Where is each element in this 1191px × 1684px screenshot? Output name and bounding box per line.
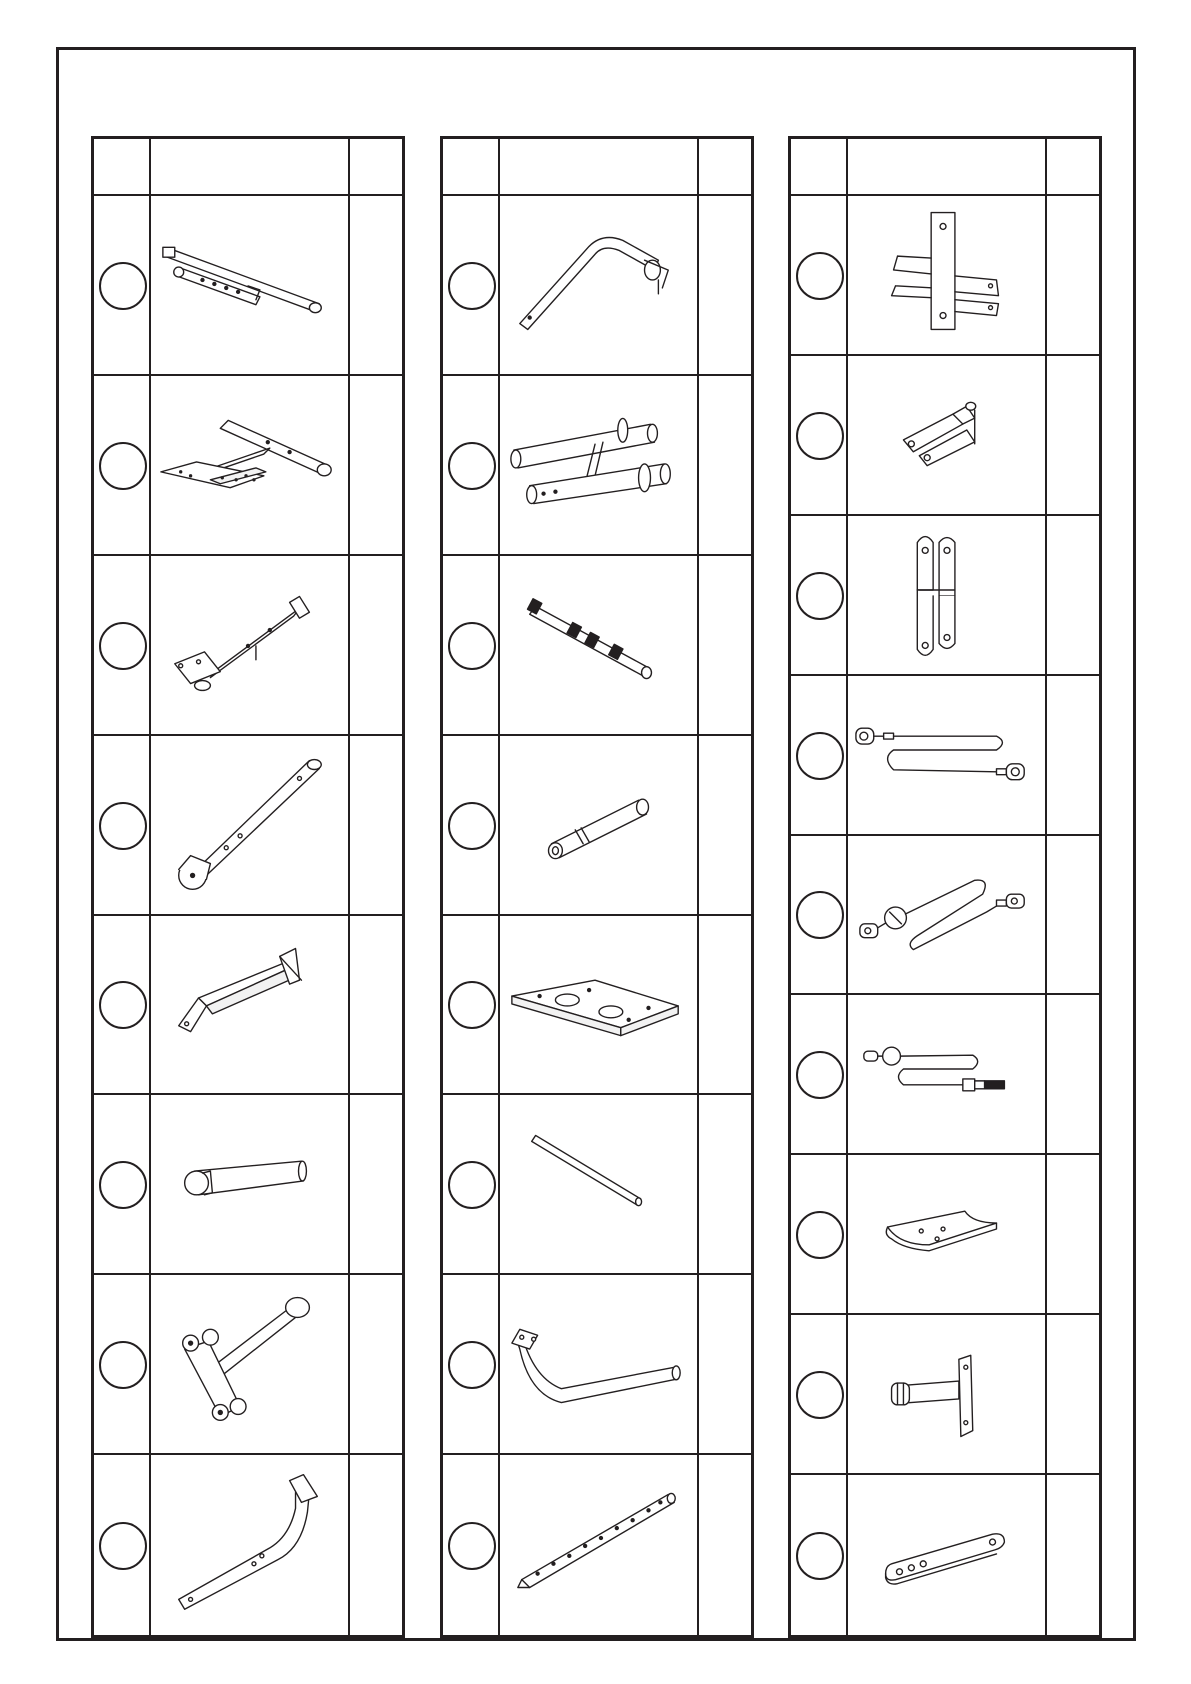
part-number xyxy=(791,995,848,1155)
header-part xyxy=(848,139,1047,196)
part-quantity xyxy=(1047,196,1099,356)
part-image xyxy=(500,556,699,736)
part-image xyxy=(151,916,350,1096)
part-image xyxy=(500,916,699,1096)
cross-bracket-tube-icon xyxy=(151,1275,348,1453)
part-quantity xyxy=(1047,1315,1099,1475)
curved-upright-tube-icon xyxy=(151,1455,348,1635)
part-number xyxy=(443,376,500,556)
part-quantity xyxy=(699,556,751,736)
part-number-circle xyxy=(796,1371,844,1419)
part-number-circle xyxy=(796,1051,844,1099)
part-image xyxy=(848,995,1047,1155)
part-number-circle xyxy=(448,1161,496,1209)
part-number xyxy=(94,376,151,556)
part-number-circle xyxy=(796,1211,844,1259)
part-quantity xyxy=(1047,356,1099,516)
part-quantity xyxy=(350,196,402,376)
part-number-circle xyxy=(796,412,844,460)
part-number xyxy=(94,736,151,916)
part-image xyxy=(500,196,699,376)
part-quantity xyxy=(1047,516,1099,676)
part-quantity xyxy=(699,196,751,376)
part-number xyxy=(443,736,500,916)
part-quantity xyxy=(1047,836,1099,996)
part-image xyxy=(500,376,699,556)
seat-plate-icon xyxy=(500,916,697,1094)
adjustment-tube-icon xyxy=(500,1455,697,1635)
part-number xyxy=(94,916,151,1096)
base-frame-tube-icon xyxy=(151,196,348,374)
part-number-circle xyxy=(99,1161,147,1209)
part-number-circle xyxy=(99,1522,147,1570)
part-image xyxy=(848,196,1047,356)
part-quantity xyxy=(350,736,402,916)
cable-with-bolt-icon xyxy=(848,995,1045,1153)
part-quantity xyxy=(1047,676,1099,836)
header-quantity xyxy=(1047,139,1099,196)
part-image xyxy=(500,1095,699,1275)
double-u-bracket-icon xyxy=(848,516,1045,674)
part-number-circle xyxy=(448,262,496,310)
part-quantity xyxy=(1047,995,1099,1155)
part-number-circle xyxy=(796,732,844,780)
part-number xyxy=(443,556,500,736)
header-quantity xyxy=(699,139,751,196)
part-quantity xyxy=(699,376,751,556)
header-number xyxy=(443,139,500,196)
header-number xyxy=(791,139,848,196)
part-image xyxy=(151,736,350,916)
part-image xyxy=(151,556,350,736)
part-number xyxy=(94,1455,151,1635)
plate-bracket-icon xyxy=(848,196,1045,354)
part-image xyxy=(500,1275,699,1455)
part-number xyxy=(791,1315,848,1475)
part-quantity xyxy=(350,1455,402,1635)
part-quantity xyxy=(699,916,751,1096)
angle-support-icon xyxy=(151,916,348,1094)
part-quantity xyxy=(699,1455,751,1635)
part-number xyxy=(791,836,848,996)
part-number xyxy=(791,516,848,676)
part-image xyxy=(151,196,350,376)
part-image xyxy=(848,1475,1047,1635)
u-bracket-icon xyxy=(848,356,1045,514)
angled-bracket-tube-icon xyxy=(151,556,348,734)
part-number-circle xyxy=(99,442,147,490)
part-number-circle xyxy=(99,622,147,670)
flat-link-plate-icon xyxy=(848,1475,1045,1635)
part-quantity xyxy=(350,1275,402,1455)
part-number-circle xyxy=(448,802,496,850)
part-number xyxy=(94,556,151,736)
part-number-circle xyxy=(448,1522,496,1570)
part-number xyxy=(443,1275,500,1455)
end-cap-tube-icon xyxy=(151,1095,348,1273)
cable-with-ball-stop-icon xyxy=(848,836,1045,994)
part-number-circle xyxy=(99,802,147,850)
part-number xyxy=(443,916,500,1096)
parts-table-right xyxy=(788,136,1102,1638)
part-number xyxy=(94,1275,151,1455)
part-number-circle xyxy=(448,622,496,670)
part-number xyxy=(791,196,848,356)
part-number xyxy=(443,1095,500,1275)
header-part xyxy=(500,139,699,196)
part-image xyxy=(848,1315,1047,1475)
part-image xyxy=(848,676,1047,836)
long-grip-bar-icon xyxy=(500,556,697,734)
part-number xyxy=(94,196,151,376)
parts-table-middle xyxy=(440,136,754,1638)
part-number xyxy=(443,1455,500,1635)
part-number-circle xyxy=(796,1532,844,1580)
part-quantity xyxy=(699,1275,751,1455)
part-number-circle xyxy=(796,891,844,939)
part-number-circle xyxy=(99,262,147,310)
bent-handle-tube-icon xyxy=(500,196,697,374)
part-quantity xyxy=(350,376,402,556)
rod-icon xyxy=(500,1095,697,1273)
part-number-circle xyxy=(796,572,844,620)
part-image xyxy=(500,1455,699,1635)
parts-table-left xyxy=(91,136,405,1638)
l-bend-tube-icon xyxy=(500,1275,697,1453)
part-image xyxy=(151,1095,350,1275)
pulley-tube-icon xyxy=(151,736,348,914)
header-quantity xyxy=(350,139,402,196)
part-number-circle xyxy=(99,981,147,1029)
part-image xyxy=(151,376,350,556)
part-number xyxy=(791,1155,848,1315)
foot-plate-frame-icon xyxy=(151,376,348,554)
part-number-circle xyxy=(99,1341,147,1389)
pin-knob-icon xyxy=(848,1315,1045,1473)
weight-post-pair-icon xyxy=(500,376,697,554)
part-number-circle xyxy=(796,252,844,300)
part-number xyxy=(443,196,500,376)
part-image xyxy=(848,516,1047,676)
part-number-circle xyxy=(448,981,496,1029)
part-image xyxy=(848,1155,1047,1315)
part-quantity xyxy=(1047,1155,1099,1315)
part-number-circle xyxy=(448,1341,496,1389)
part-image xyxy=(848,356,1047,516)
part-number-circle xyxy=(448,442,496,490)
part-number xyxy=(94,1095,151,1275)
part-image xyxy=(151,1275,350,1455)
part-quantity xyxy=(1047,1475,1099,1635)
part-number xyxy=(791,356,848,516)
part-quantity xyxy=(699,736,751,916)
part-image xyxy=(151,1455,350,1635)
short-grip-bar-icon xyxy=(500,736,697,914)
part-number xyxy=(791,676,848,836)
part-image xyxy=(848,836,1047,996)
header-part xyxy=(151,139,350,196)
part-quantity xyxy=(350,916,402,1096)
part-quantity xyxy=(350,556,402,736)
part-quantity xyxy=(699,1095,751,1275)
part-number xyxy=(791,1475,848,1635)
part-quantity xyxy=(350,1095,402,1275)
cable-icon xyxy=(848,676,1045,834)
curved-plate-icon xyxy=(848,1155,1045,1313)
header-number xyxy=(94,139,151,196)
part-image xyxy=(500,736,699,916)
